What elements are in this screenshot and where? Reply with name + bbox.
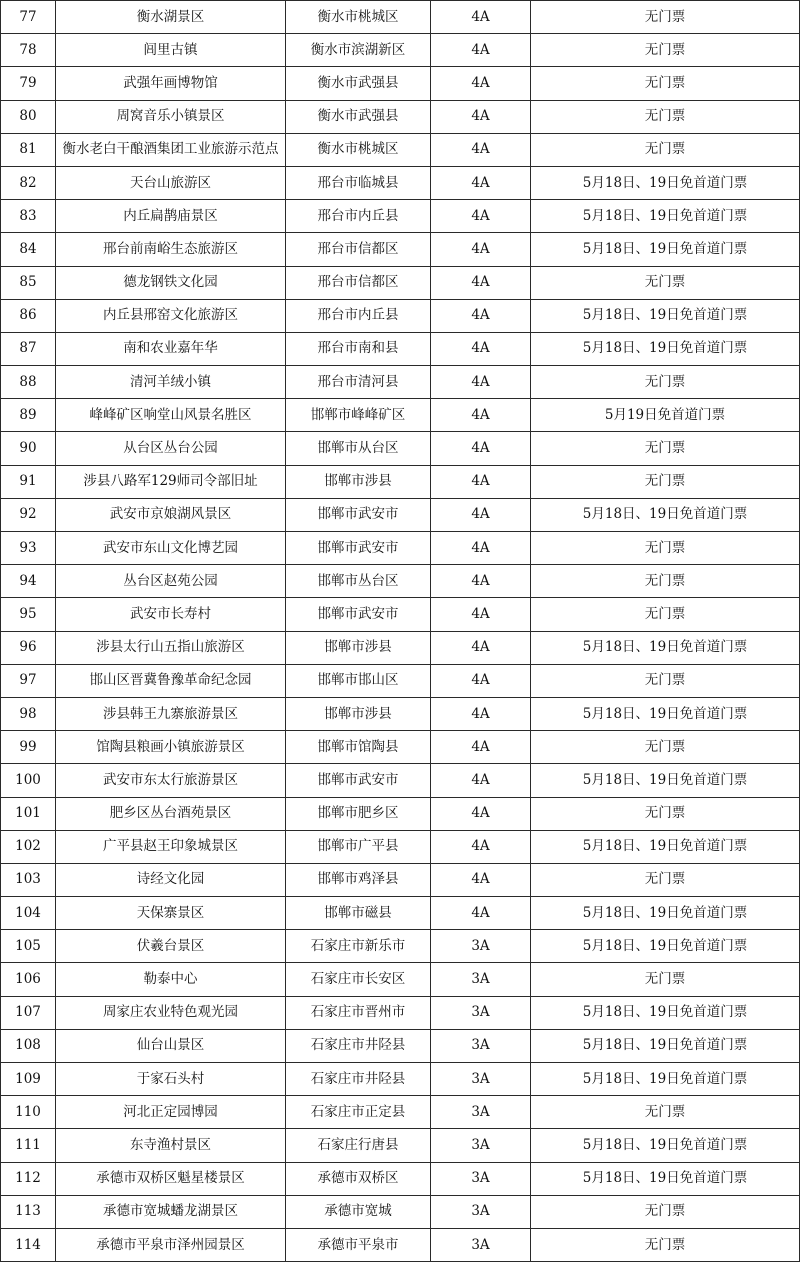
row-number-cell: 80 xyxy=(1,100,56,133)
table-row xyxy=(1,963,800,996)
ticket-policy-cell: 5月18日、19日免首道门票 xyxy=(531,631,800,664)
row-number-cell: 96 xyxy=(1,631,56,664)
scenic-spot-name-cell: 清河羊绒小镇 xyxy=(56,366,286,399)
scenic-spot-name-cell: 肥乡区丛台酒苑景区 xyxy=(56,797,286,830)
scenic-spot-name-cell: 德龙钢铁文化园 xyxy=(56,266,286,299)
location-cell: 邯郸市肥乡区 xyxy=(286,797,431,830)
grade-cell: 4A xyxy=(431,200,531,233)
row-number-cell: 91 xyxy=(1,465,56,498)
row-number-cell: 99 xyxy=(1,731,56,764)
scenic-spot-name-cell: 承德市平泉市泽州园景区 xyxy=(56,1228,286,1261)
row-number-cell: 86 xyxy=(1,299,56,332)
ticket-policy-cell: 5月18日、19日免首道门票 xyxy=(531,1129,800,1162)
table-row xyxy=(1,200,800,233)
grade-cell: 4A xyxy=(431,664,531,697)
ticket-policy-cell: 无门票 xyxy=(531,598,800,631)
row-number-cell: 110 xyxy=(1,1096,56,1129)
ticket-policy-cell: 无门票 xyxy=(531,465,800,498)
row-number-cell: 100 xyxy=(1,764,56,797)
location-cell: 邢台市清河县 xyxy=(286,366,431,399)
grade-cell: 3A xyxy=(431,1195,531,1228)
table-row xyxy=(1,532,800,565)
ticket-policy-cell: 无门票 xyxy=(531,133,800,166)
ticket-policy-cell: 5月18日、19日免首道门票 xyxy=(531,764,800,797)
scenic-spot-name-cell: 从台区丛台公园 xyxy=(56,432,286,465)
scenic-spot-name-cell: 勒泰中心 xyxy=(56,963,286,996)
location-cell: 石家庄市长安区 xyxy=(286,963,431,996)
table-row xyxy=(1,863,800,896)
table-row xyxy=(1,830,800,863)
grade-cell: 4A xyxy=(431,498,531,531)
row-number-cell: 97 xyxy=(1,664,56,697)
location-cell: 邢台市内丘县 xyxy=(286,200,431,233)
location-cell: 承德市宽城 xyxy=(286,1195,431,1228)
row-number-cell: 87 xyxy=(1,332,56,365)
scenic-spot-name-cell: 内丘县邢窑文化旅游区 xyxy=(56,299,286,332)
table-row xyxy=(1,797,800,830)
row-number-cell: 84 xyxy=(1,233,56,266)
grade-cell: 3A xyxy=(431,1029,531,1062)
scenic-spot-name-cell: 伏羲台景区 xyxy=(56,930,286,963)
grade-cell: 3A xyxy=(431,1162,531,1195)
location-cell: 石家庄市新乐市 xyxy=(286,930,431,963)
row-number-cell: 93 xyxy=(1,532,56,565)
scenic-spot-name-cell: 仙台山景区 xyxy=(56,1029,286,1062)
grade-cell: 4A xyxy=(431,67,531,100)
scenic-spot-name-cell: 天保寨景区 xyxy=(56,897,286,930)
table-body xyxy=(1,1,800,1262)
location-cell: 邯郸市馆陶县 xyxy=(286,731,431,764)
grade-cell: 4A xyxy=(431,465,531,498)
grade-cell: 3A xyxy=(431,1063,531,1096)
row-number-cell: 88 xyxy=(1,366,56,399)
location-cell: 衡水市滨湖新区 xyxy=(286,34,431,67)
grade-cell: 4A xyxy=(431,797,531,830)
table-row xyxy=(1,1162,800,1195)
location-cell: 邯郸市涉县 xyxy=(286,631,431,664)
grade-cell: 4A xyxy=(431,100,531,133)
scenic-spot-name-cell: 河北正定园博园 xyxy=(56,1096,286,1129)
ticket-policy-cell: 5月18日、19日免首道门票 xyxy=(531,1029,800,1062)
ticket-policy-cell: 无门票 xyxy=(531,565,800,598)
location-cell: 邢台市信都区 xyxy=(286,233,431,266)
scenic-spot-name-cell: 邢台前南峪生态旅游区 xyxy=(56,233,286,266)
scenic-spot-name-cell: 于家石头村 xyxy=(56,1063,286,1096)
table-row xyxy=(1,1,800,34)
location-cell: 衡水市桃城区 xyxy=(286,133,431,166)
ticket-policy-cell: 5月18日、19日免首道门票 xyxy=(531,200,800,233)
scenic-spot-name-cell: 武安市东太行旅游景区 xyxy=(56,764,286,797)
location-cell: 石家庄市井陉县 xyxy=(286,1063,431,1096)
ticket-policy-cell: 无门票 xyxy=(531,731,800,764)
scenic-spot-name-cell: 周家庄农业特色观光园 xyxy=(56,996,286,1029)
row-number-cell: 105 xyxy=(1,930,56,963)
row-number-cell: 83 xyxy=(1,200,56,233)
grade-cell: 4A xyxy=(431,399,531,432)
table-row xyxy=(1,332,800,365)
grade-cell: 4A xyxy=(431,697,531,730)
grade-cell: 4A xyxy=(431,34,531,67)
ticket-policy-cell: 5月18日、19日免首道门票 xyxy=(531,897,800,930)
grade-cell: 4A xyxy=(431,133,531,166)
ticket-policy-cell: 无门票 xyxy=(531,532,800,565)
table-row xyxy=(1,565,800,598)
table-row xyxy=(1,366,800,399)
table-row xyxy=(1,631,800,664)
table-row xyxy=(1,67,800,100)
row-number-cell: 81 xyxy=(1,133,56,166)
scenic-spot-name-cell: 涉县韩王九寨旅游景区 xyxy=(56,697,286,730)
ticket-policy-cell: 无门票 xyxy=(531,1195,800,1228)
table-row xyxy=(1,166,800,199)
location-cell: 承德市平泉市 xyxy=(286,1228,431,1261)
location-cell: 邯郸市邯山区 xyxy=(286,664,431,697)
location-cell: 邯郸市鸡泽县 xyxy=(286,863,431,896)
scenic-spot-name-cell: 周窝音乐小镇景区 xyxy=(56,100,286,133)
location-cell: 邯郸市武安市 xyxy=(286,532,431,565)
row-number-cell: 79 xyxy=(1,67,56,100)
ticket-policy-cell: 无门票 xyxy=(531,963,800,996)
grade-cell: 4A xyxy=(431,830,531,863)
ticket-policy-cell: 5月19日免首道门票 xyxy=(531,399,800,432)
row-number-cell: 90 xyxy=(1,432,56,465)
table-row xyxy=(1,1228,800,1261)
grade-cell: 4A xyxy=(431,266,531,299)
table-row xyxy=(1,1029,800,1062)
ticket-policy-cell: 无门票 xyxy=(531,67,800,100)
scenic-spot-name-cell: 武安市京娘湖风景区 xyxy=(56,498,286,531)
table-row xyxy=(1,465,800,498)
table-row xyxy=(1,1129,800,1162)
ticket-policy-cell: 5月18日、19日免首道门票 xyxy=(531,830,800,863)
row-number-cell: 106 xyxy=(1,963,56,996)
scenic-spot-name-cell: 邯山区晋冀鲁豫革命纪念园 xyxy=(56,664,286,697)
row-number-cell: 112 xyxy=(1,1162,56,1195)
location-cell: 邯郸市涉县 xyxy=(286,465,431,498)
grade-cell: 4A xyxy=(431,897,531,930)
grade-cell: 4A xyxy=(431,863,531,896)
table-row xyxy=(1,34,800,67)
grade-cell: 4A xyxy=(431,764,531,797)
row-number-cell: 82 xyxy=(1,166,56,199)
ticket-policy-cell: 无门票 xyxy=(531,664,800,697)
grade-cell: 4A xyxy=(431,532,531,565)
ticket-policy-cell: 无门票 xyxy=(531,863,800,896)
table-row xyxy=(1,432,800,465)
scenic-spot-name-cell: 馆陶县粮画小镇旅游景区 xyxy=(56,731,286,764)
table-row xyxy=(1,266,800,299)
table-row xyxy=(1,498,800,531)
location-cell: 邯郸市武安市 xyxy=(286,498,431,531)
grade-cell: 4A xyxy=(431,631,531,664)
row-number-cell: 92 xyxy=(1,498,56,531)
location-cell: 衡水市桃城区 xyxy=(286,1,431,34)
location-cell: 衡水市武强县 xyxy=(286,100,431,133)
row-number-cell: 113 xyxy=(1,1195,56,1228)
ticket-policy-cell: 5月18日、19日免首道门票 xyxy=(531,332,800,365)
scenic-spot-name-cell: 峰峰矿区响堂山风景名胜区 xyxy=(56,399,286,432)
scenic-spot-name-cell: 闾里古镇 xyxy=(56,34,286,67)
ticket-policy-cell: 无门票 xyxy=(531,797,800,830)
location-cell: 邯郸市丛台区 xyxy=(286,565,431,598)
ticket-policy-cell: 5月18日、19日免首道门票 xyxy=(531,1063,800,1096)
grade-cell: 4A xyxy=(431,731,531,764)
ticket-policy-cell: 无门票 xyxy=(531,1,800,34)
location-cell: 邯郸市广平县 xyxy=(286,830,431,863)
location-cell: 邢台市内丘县 xyxy=(286,299,431,332)
row-number-cell: 85 xyxy=(1,266,56,299)
row-number-cell: 107 xyxy=(1,996,56,1029)
table-row xyxy=(1,897,800,930)
row-number-cell: 98 xyxy=(1,697,56,730)
table-row xyxy=(1,100,800,133)
location-cell: 石家庄市晋州市 xyxy=(286,996,431,1029)
scenic-spot-name-cell: 东寺渔村景区 xyxy=(56,1129,286,1162)
row-number-cell: 94 xyxy=(1,565,56,598)
ticket-policy-cell: 无门票 xyxy=(531,366,800,399)
ticket-policy-cell: 无门票 xyxy=(531,34,800,67)
row-number-cell: 78 xyxy=(1,34,56,67)
row-number-cell: 111 xyxy=(1,1129,56,1162)
row-number-cell: 102 xyxy=(1,830,56,863)
grade-cell: 3A xyxy=(431,996,531,1029)
row-number-cell: 103 xyxy=(1,863,56,896)
grade-cell: 4A xyxy=(431,366,531,399)
table-row xyxy=(1,233,800,266)
ticket-policy-cell: 无门票 xyxy=(531,1228,800,1261)
table-row xyxy=(1,664,800,697)
table-row xyxy=(1,1096,800,1129)
grade-cell: 3A xyxy=(431,1096,531,1129)
row-number-cell: 114 xyxy=(1,1228,56,1261)
table-row xyxy=(1,731,800,764)
location-cell: 石家庄行唐县 xyxy=(286,1129,431,1162)
table-row xyxy=(1,399,800,432)
grade-cell: 3A xyxy=(431,963,531,996)
ticket-policy-cell: 5月18日、19日免首道门票 xyxy=(531,166,800,199)
grade-cell: 3A xyxy=(431,1129,531,1162)
location-cell: 邢台市信都区 xyxy=(286,266,431,299)
ticket-policy-cell: 无门票 xyxy=(531,1096,800,1129)
scenic-spot-name-cell: 内丘扁鹊庙景区 xyxy=(56,200,286,233)
table-row xyxy=(1,598,800,631)
location-cell: 邢台市南和县 xyxy=(286,332,431,365)
row-number-cell: 77 xyxy=(1,1,56,34)
grade-cell: 4A xyxy=(431,233,531,266)
table-row xyxy=(1,764,800,797)
grade-cell: 4A xyxy=(431,598,531,631)
table-row xyxy=(1,133,800,166)
table-row xyxy=(1,299,800,332)
scenic-spot-name-cell: 衡水湖景区 xyxy=(56,1,286,34)
ticket-policy-cell: 无门票 xyxy=(531,266,800,299)
table-row xyxy=(1,930,800,963)
ticket-policy-cell: 5月18日、19日免首道门票 xyxy=(531,299,800,332)
row-number-cell: 101 xyxy=(1,797,56,830)
location-cell: 邯郸市武安市 xyxy=(286,764,431,797)
scenic-spot-name-cell: 承德市双桥区魁星楼景区 xyxy=(56,1162,286,1195)
grade-cell: 3A xyxy=(431,1228,531,1261)
scenic-spot-name-cell: 广平县赵王印象城景区 xyxy=(56,830,286,863)
grade-cell: 4A xyxy=(431,332,531,365)
grade-cell: 4A xyxy=(431,565,531,598)
ticket-policy-cell: 5月18日、19日免首道门票 xyxy=(531,996,800,1029)
scenic-spot-name-cell: 武强年画博物馆 xyxy=(56,67,286,100)
table-row xyxy=(1,697,800,730)
location-cell: 邯郸市涉县 xyxy=(286,697,431,730)
ticket-policy-cell: 无门票 xyxy=(531,432,800,465)
location-cell: 邯郸市从台区 xyxy=(286,432,431,465)
ticket-policy-cell: 5月18日、19日免首道门票 xyxy=(531,233,800,266)
row-number-cell: 89 xyxy=(1,399,56,432)
table-row xyxy=(1,1063,800,1096)
scenic-spot-name-cell: 衡水老白干酿酒集团工业旅游示范点 xyxy=(56,133,286,166)
grade-cell: 4A xyxy=(431,299,531,332)
location-cell: 石家庄市正定县 xyxy=(286,1096,431,1129)
scenic-spot-name-cell: 天台山旅游区 xyxy=(56,166,286,199)
grade-cell: 3A xyxy=(431,930,531,963)
location-cell: 邯郸市峰峰矿区 xyxy=(286,399,431,432)
scenic-spot-name-cell: 涉县太行山五指山旅游区 xyxy=(56,631,286,664)
location-cell: 衡水市武强县 xyxy=(286,67,431,100)
scenic-spot-name-cell: 承德市宽城蟠龙湖景区 xyxy=(56,1195,286,1228)
grade-cell: 4A xyxy=(431,432,531,465)
row-number-cell: 95 xyxy=(1,598,56,631)
scenic-spot-name-cell: 丛台区赵苑公园 xyxy=(56,565,286,598)
row-number-cell: 108 xyxy=(1,1029,56,1062)
ticket-policy-cell: 5月18日、19日免首道门票 xyxy=(531,1162,800,1195)
location-cell: 承德市双桥区 xyxy=(286,1162,431,1195)
ticket-policy-cell: 5月18日、19日免首道门票 xyxy=(531,930,800,963)
table-row xyxy=(1,996,800,1029)
scenic-spot-name-cell: 南和农业嘉年华 xyxy=(56,332,286,365)
ticket-policy-cell: 5月18日、19日免首道门票 xyxy=(531,697,800,730)
grade-cell: 4A xyxy=(431,1,531,34)
row-number-cell: 104 xyxy=(1,897,56,930)
scenic-spot-name-cell: 涉县八路军129师司令部旧址 xyxy=(56,465,286,498)
ticket-policy-cell: 5月18日、19日免首道门票 xyxy=(531,498,800,531)
scenic-spot-name-cell: 武安市长寿村 xyxy=(56,598,286,631)
ticket-policy-cell: 无门票 xyxy=(531,100,800,133)
table-row xyxy=(1,1195,800,1228)
scenic-spot-name-cell: 武安市东山文化博艺园 xyxy=(56,532,286,565)
scenic-spot-name-cell: 诗经文化园 xyxy=(56,863,286,896)
location-cell: 邯郸市磁县 xyxy=(286,897,431,930)
location-cell: 石家庄市井陉县 xyxy=(286,1029,431,1062)
location-cell: 邢台市临城县 xyxy=(286,166,431,199)
location-cell: 邯郸市武安市 xyxy=(286,598,431,631)
grade-cell: 4A xyxy=(431,166,531,199)
row-number-cell: 109 xyxy=(1,1063,56,1096)
